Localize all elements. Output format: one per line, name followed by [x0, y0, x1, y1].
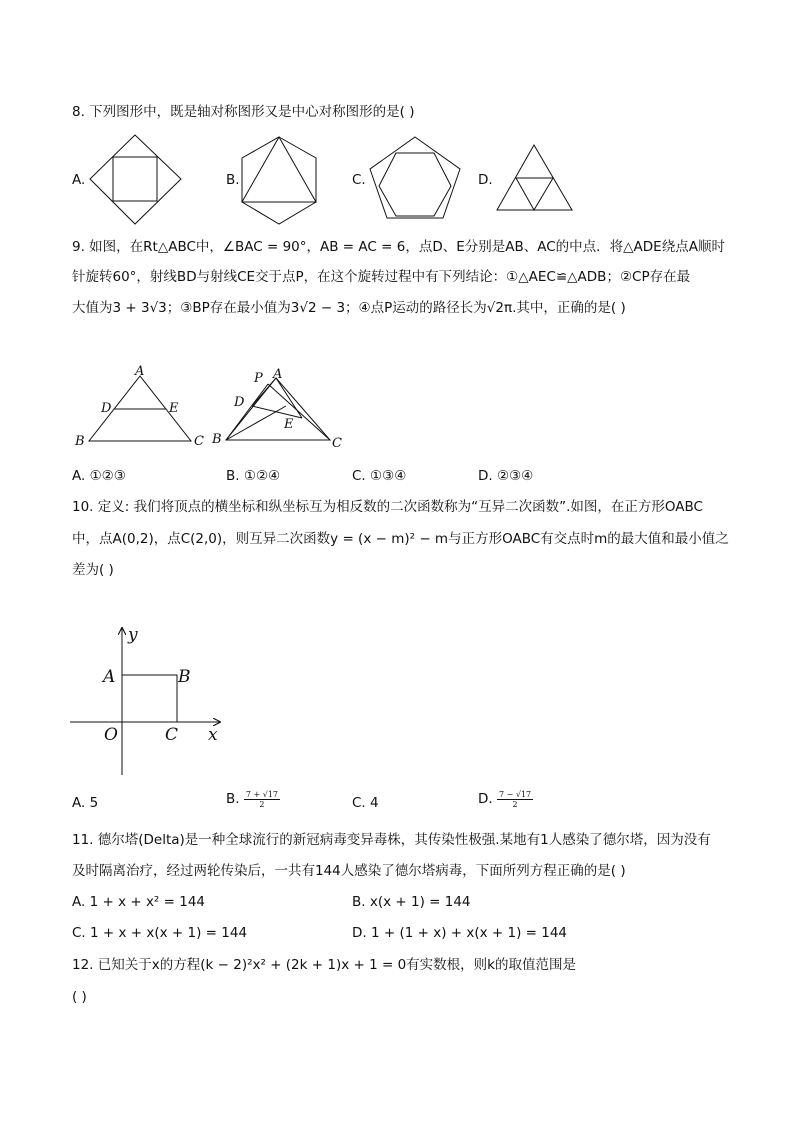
q10-option-b-label: B.: [226, 791, 240, 807]
q8-figure-b: [241, 136, 321, 226]
q9-fig1-label-c: C: [194, 434, 204, 449]
q10-option-a: A. 5: [72, 795, 99, 811]
q12-stem-line-2: ( ): [72, 989, 87, 1005]
q12-stem-line-1: 12. 已知关于x的方程(k − 2)²x² + (2k + 1)x + 1 = 0有实数根，则k的取值范围是: [72, 957, 576, 973]
q10-stem-line-2: 中，点A(0,2)，点C(2,0)，则互异二次函数y = (x − m)² − m与正方形OABC有交点时m的最大值和最小值之: [72, 531, 729, 547]
q9-figure-1: [74, 364, 214, 450]
q10-label-y: y: [128, 625, 138, 645]
q9-fig2-label-e: E: [284, 417, 294, 432]
q11-option-b: B. x(x + 1) = 144: [352, 894, 471, 910]
q11-option-c: C. 1 + x + x(x + 1) = 144: [72, 925, 248, 941]
q9-stem-line-3: 大值为3 + 3√3；③BP存在最小值为3√2 − 3；④点P运动的路径长为√2π.其中，正确的是( ): [72, 300, 626, 316]
q8-option-b-label: B.: [226, 172, 240, 188]
q9-fig2-label-a: A: [273, 367, 283, 382]
q8-figure-d: [496, 143, 576, 213]
q9-fig1-label-d: D: [101, 401, 112, 416]
q8-option-a-label: A.: [72, 172, 86, 188]
q10-option-b: [226, 789, 280, 809]
q10-option-b-numerator: 7 + √17: [245, 789, 279, 799]
q10-stem-line-3: 差为( ): [72, 562, 114, 578]
q9-fig1-label-e: E: [169, 401, 179, 416]
q8-figure-a: [88, 134, 184, 228]
q9-figure-2: [210, 364, 350, 454]
q10-option-d-denominator: 2: [512, 799, 518, 809]
q11-stem-line-1: 11. 德尔塔(Delta)是一种全球流行的新冠病毒变异毒株，其传染性极强.某地有1人感染了德尔塔，因为没有: [72, 832, 711, 848]
q10-figure: [68, 620, 238, 780]
q9-fig2-label-c: C: [332, 436, 342, 451]
q9-stem-line-2: 针旋转60°，射线BD与射线CE交于点P，在这个旋转过程中有下列结论：①△AEC≌△ADB；②CP存在最: [72, 269, 691, 285]
q10-stem-line-1: 10. 定义: 我们将顶点的横坐标和纵坐标互为相反数的二次函数称为“互异二次函数”.如图，在正方形OABC: [72, 499, 703, 515]
q10-option-c: C. 4: [352, 795, 379, 811]
q9-fig1-label-b: B: [75, 434, 85, 449]
q11-stem-line-2: 及时隔离治疗，经过两轮传染后，一共有144人感染了德尔塔病毒，下面所列方程正确的是( ): [72, 863, 626, 879]
q11-option-a: A. 1 + x + x² = 144: [72, 894, 206, 910]
q10-option-d: [478, 789, 533, 809]
q9-option-b: B. ①②④: [226, 468, 281, 484]
q10-option-d-fraction: [497, 790, 533, 809]
q10-option-b-fraction: [244, 790, 280, 809]
q11-option-d: D. 1 + (1 + x) + x(x + 1) = 144: [352, 925, 568, 941]
q10-label-a: A: [103, 667, 116, 687]
q9-fig2-label-d: D: [234, 395, 245, 410]
q8-stem: 8. 下列图形中，既是轴对称图形又是中心对称图形的是( ): [72, 104, 415, 120]
q8-option-c-label: C.: [352, 172, 366, 188]
q9-option-d: D. ②③④: [478, 468, 534, 484]
q9-fig2-label-p: P: [254, 371, 263, 386]
q10-label-x: x: [208, 725, 218, 745]
q10-option-d-label: D.: [478, 791, 493, 807]
q10-label-c: C: [165, 725, 179, 745]
q8-figure-c: [368, 136, 462, 220]
q9-fig1-label-a: A: [135, 364, 145, 379]
q9-stem-line-1: 9. 如图，在Rt△ABC中，∠BAC = 90°，AB = AC = 6，点D、E分别是AB、AC的中点．将△ADE绕点A顺时: [72, 239, 725, 255]
q9-option-a: A. ①②③: [72, 468, 126, 484]
q10-option-d-numerator: 7 − √17: [498, 789, 532, 799]
q10-label-b: B: [178, 667, 191, 687]
q10-label-o: O: [104, 725, 118, 745]
q8-option-d-label: D.: [478, 172, 493, 188]
q9-fig2-label-b: B: [212, 432, 222, 447]
q9-option-c: C. ①③④: [352, 468, 407, 484]
q10-option-b-denominator: 2: [259, 799, 265, 809]
